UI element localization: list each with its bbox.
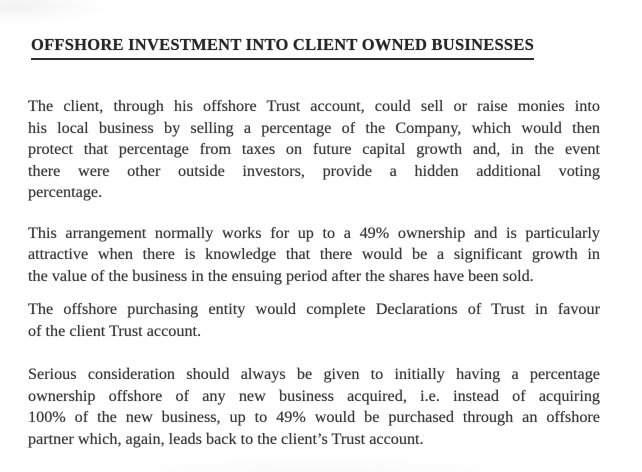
text-line: there were other outside investors, provide a hidden additional voting bbox=[28, 161, 600, 180]
text-line: percentage. bbox=[28, 183, 103, 201]
text-line: The offshore purchasing entity would complete Declarations of Trust in favour bbox=[28, 300, 600, 318]
text-line: attractive when there is knowledge that there would be a significant growth in bbox=[28, 245, 600, 263]
paragraph-3 bbox=[28, 299, 600, 342]
text-line: Serious consideration should always be given to initially having a percentage bbox=[28, 365, 600, 383]
document-title-text: OFFSHORE INVESTMENT INTO CLIENT OWNED BUSINESSES bbox=[31, 34, 534, 60]
text-line: of the client Trust account. bbox=[28, 321, 202, 340]
paragraph-2 bbox=[28, 223, 600, 288]
text-line: The client, through his offshore Trust account, could sell or raise monies into bbox=[28, 97, 600, 115]
text-line: partner which, again, leads back to the client’s Trust account. bbox=[28, 429, 424, 448]
text-line: 100% of the new business, up to 49% would be purchased through an offshore bbox=[28, 408, 600, 426]
text-line: This arrangement normally works for up to a 49% ownership and is particularly bbox=[28, 223, 600, 242]
paragraph-1 bbox=[28, 96, 600, 204]
text-line: ownership offshore of any new business acquired, i.e. instead of acquiring bbox=[28, 386, 600, 405]
text-line: protect that percentage from taxes on future capital growth and, in the event bbox=[28, 140, 600, 158]
text-line: his local business by selling a percentage of the Company, which would then bbox=[28, 118, 600, 137]
paragraph-4 bbox=[28, 364, 600, 450]
document-title bbox=[31, 34, 600, 60]
text-line: the value of the business in the ensuing period after the shares have been sold. bbox=[28, 266, 534, 285]
